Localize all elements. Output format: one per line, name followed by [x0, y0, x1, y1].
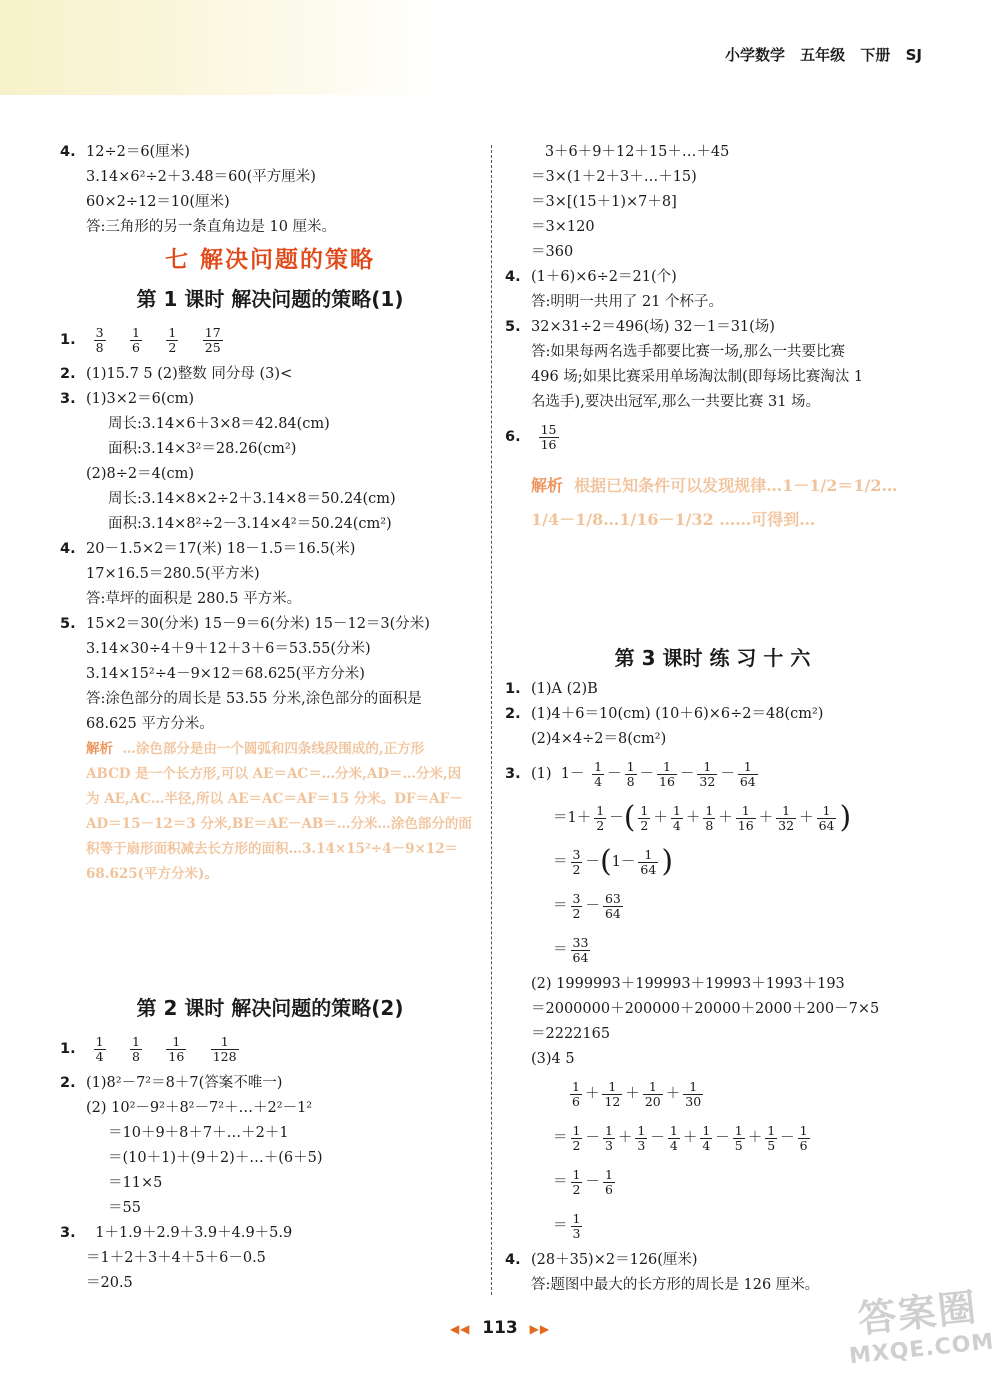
answer-line: 60×2÷12＝10(厘米) [86, 194, 230, 210]
fraction: $\frac{1}{6}$ [132, 324, 140, 355]
lesson-title: 第 1 课时 解决问题的策略(1) [136, 287, 404, 311]
answer-line: 5. 15×2＝30(分米) 15－9＝6(分米) 15－12＝3(分米) [60, 616, 430, 632]
answer-line: 496 场;如果比赛采用单场淘汰制(即每场比赛淘汰 1 [531, 369, 864, 385]
next-arrows-icon: ▶▶ [529, 1322, 551, 1336]
answer-line: 1. $\frac{3}{8}$ $\frac{1}{6}$ $\frac{1}{2}$ $\frac{17}{25}$ [60, 324, 221, 355]
answer-line: 3. 1＋1.9＋2.9＋3.9＋4.9＋5.9 [60, 1225, 293, 1241]
fraction: $\frac{17}{25}$ [204, 324, 221, 355]
answer-line: (3)4 5 [531, 1051, 575, 1067]
answer-line: ＝360 [531, 244, 574, 260]
math-line: ＝ $\frac{3}{2}$ － $\frac{63}{64}$ [553, 890, 621, 921]
watermark-logo: 答案圈 MXQE.COM [848, 1284, 996, 1370]
answer-line: 4. (1＋6)×6÷2＝21(个) [505, 269, 677, 285]
answer-line: 名选手),要决出冠军,那么一共要比赛 31 场。 [531, 394, 821, 410]
prev-arrows-icon: ◀◀ [449, 1322, 471, 1336]
answer-line: 4. 12÷2＝6(厘米) [60, 144, 190, 160]
answer-line: ＝(10＋1)＋(9＋2)＋…＋(6＋5) [108, 1150, 323, 1166]
math-line: 3. (1) 1－ $\frac{1}{4}$ － $\frac{1}{8}$ － $\frac{1}{16}$ － $\frac{1}{32}$ － $\frac{1}{64}$ [505, 758, 756, 789]
answer-line: 3＋6＋9＋12＋15＋…＋45 [544, 144, 730, 160]
answer-line: 5. 32×31÷2＝496(场) 32－1＝31(场) [505, 319, 775, 335]
math-line: ＝ $\frac{33}{64}$ [553, 934, 589, 965]
page-number: 113 [482, 1318, 518, 1338]
answer-line: (2) 1999993＋199993＋19993＋1993＋193 [531, 976, 845, 992]
answer-line: 6. $\frac{15}{16}$ [505, 421, 557, 452]
answer-line: 17×16.5＝280.5(平方米) [86, 566, 260, 582]
math-line: ＝ $\frac{1}{2}$ － $\frac{1}{6}$ [553, 1166, 613, 1197]
fraction: $\frac{1}{4}$ [95, 1033, 104, 1064]
math-line: ＝ $\frac{1}{3}$ [553, 1210, 581, 1241]
fraction: $\frac{1}{128}$ [212, 1033, 237, 1064]
answer-line: 2. (1)8²－7²＝8＋7(答案不唯一) [60, 1075, 283, 1091]
fraction: $\frac{3}{8}$ [95, 324, 104, 355]
math-line: ＝ $\frac{1}{2}$ － $\frac{1}{3}$ ＋ $\frac{1}{3}$ － $\frac{1}{4}$ ＋ $\frac{1}{4}$ － $\frac{1}{5}$ ＋ $\frac{1}{5}$ － $\frac{1}{6}$ [553, 1122, 808, 1153]
answer-line: (2) 10²－9²＋8²－7²＋…＋2²－1² [86, 1100, 313, 1116]
answer-line: ＝3×(1＋2＋3＋…＋15) [531, 169, 697, 185]
answer-line: 1. $\frac{1}{4}$ $\frac{1}{8}$ $\frac{1}{16}$ $\frac{1}{128}$ [60, 1033, 237, 1064]
answer-line: ＝3×[(15＋1)×7＋8] [531, 194, 677, 210]
answer-line: 答:三角形的另一条直角边是 10 厘米。 [86, 219, 337, 235]
answer-line: 3.14×15²÷4－9×12＝68.625(平方分米) [86, 666, 365, 682]
math-line: $\frac{1}{6}$ ＋ $\frac{1}{12}$ ＋ $\frac{1}{20}$ ＋ $\frac{1}{30}$ [572, 1078, 702, 1109]
answer-line: ＝55 [108, 1200, 141, 1216]
running-header: 小学数学 五年级 下册 SJ [724, 46, 922, 64]
answer-line: ＝10＋9＋8＋7＋…＋2＋1 [108, 1125, 289, 1141]
answer-line: 答:涂色部分的周长是 53.55 分米,涂色部分的面积是 [86, 691, 422, 707]
lesson-title: 第 3 课时 练 习 十 六 [614, 646, 811, 670]
answer-line: ＝2000000＋200000＋20000＋2000＋200－7×5 [531, 1001, 880, 1017]
math-line: ＝ $\frac{3}{2}$ －(1－ $\frac{1}{64}$ ) [553, 844, 674, 879]
math-line: ＝1＋ $\frac{1}{2}$ －( $\frac{1}{2}$ ＋ $\frac{1}{4}$ ＋ $\frac{1}{8}$ ＋ $\frac{1}{16}$ ＋ $\frac{1}{32}$ ＋ $\frac{1}{64}$ ) [553, 800, 852, 835]
answer-line: 答:明明一共用了 21 个杯子。 [531, 294, 724, 310]
chapter-title: 七 解决问题的策略 [164, 247, 375, 273]
answer-line: 4. 20－1.5×2＝17(米) 18－1.5＝16.5(米) [60, 541, 356, 557]
answer-line: 4. (28＋35)×2＝126(厘米) [505, 1252, 698, 1268]
fraction: $\frac{1}{16}$ [168, 1033, 185, 1064]
answer-line: 答:如果每两名选手都要比赛一场,那么一共要比赛 [531, 344, 845, 360]
lesson-title: 第 2 课时 解决问题的策略(2) [136, 996, 404, 1020]
column-divider [491, 145, 492, 1295]
answer-line: 答:题图中最大的长方形的周长是 126 厘米。 [531, 1277, 820, 1293]
answer-line: (2)4×4÷2＝8(cm²) [531, 731, 667, 747]
answer-line: ＝3×120 [531, 219, 595, 235]
answer-line: 面积:3.14×3²＝28.26(cm²) [108, 441, 297, 457]
answer-line: 周长:3.14×6＋3×8＝42.84(cm) [108, 416, 330, 432]
answer-line: 68.625 平方分米。 [86, 716, 214, 732]
answer-line: ＝1＋2＋3＋4＋5＋6－0.5 [86, 1250, 266, 1266]
fraction: $\frac{1}{2}$ [168, 324, 177, 355]
answer-line: 3.14×30÷4＋9＋12＋3＋6＝53.55(分米) [86, 641, 371, 657]
answer-line: 周长:3.14×8×2÷2＋3.14×8＝50.24(cm) [108, 491, 396, 507]
analysis-block: 解析 根据已知条件可以发现规律…1－1/2＝1/2…1/4－1/8…1/16－1/32 ……可得到… [531, 476, 898, 529]
answer-line: (2)8÷2＝4(cm) [86, 466, 195, 482]
answer-line: ＝2222165 [531, 1026, 611, 1042]
answer-line: 答:草坪的面积是 280.5 平方米。 [86, 591, 302, 607]
answer-line: 1. (1)A (2)B [505, 681, 598, 697]
fraction: $\frac{15}{16}$ [540, 421, 557, 452]
answer-line: 3.14×6²÷2＋3.48＝60(平方厘米) [86, 169, 316, 185]
right-column [505, 140, 920, 1298]
answer-line: 2. (1)4＋6＝10(cm) (10＋6)×6÷2＝48(cm²) [505, 706, 824, 722]
answer-line: 2. (1)15.7 5 (2)整数 同分母 (3)< [60, 366, 293, 382]
answer-line: ＝11×5 [108, 1175, 163, 1191]
answer-line: 面积:3.14×8²÷2－3.14×4²＝50.24(cm²) [108, 516, 392, 532]
analysis-block: 解析 …涂色部分是由一个圆弧和四条线段围成的,正方形 ABCD 是一个长方形,可以 AE＝AC＝…分米,AD＝…分米,因为 AE,AC…半径,所以 AE＝AC＝AF＝15 分米。DF＝AF－AD＝15－12＝3 分米,BE＝AE－AB＝…分米…涂色部分的面积等于扇形面积减去长方形的面积…3.14×15²÷4－9×12＝68.625(平方分米)。 [86, 741, 472, 882]
left-column [60, 140, 480, 1296]
answer-line: 3. (1)3×2＝6(cm) [60, 391, 195, 407]
fraction: $\frac{1}{8}$ [132, 1033, 140, 1064]
answer-line: ＝20.5 [86, 1275, 133, 1291]
